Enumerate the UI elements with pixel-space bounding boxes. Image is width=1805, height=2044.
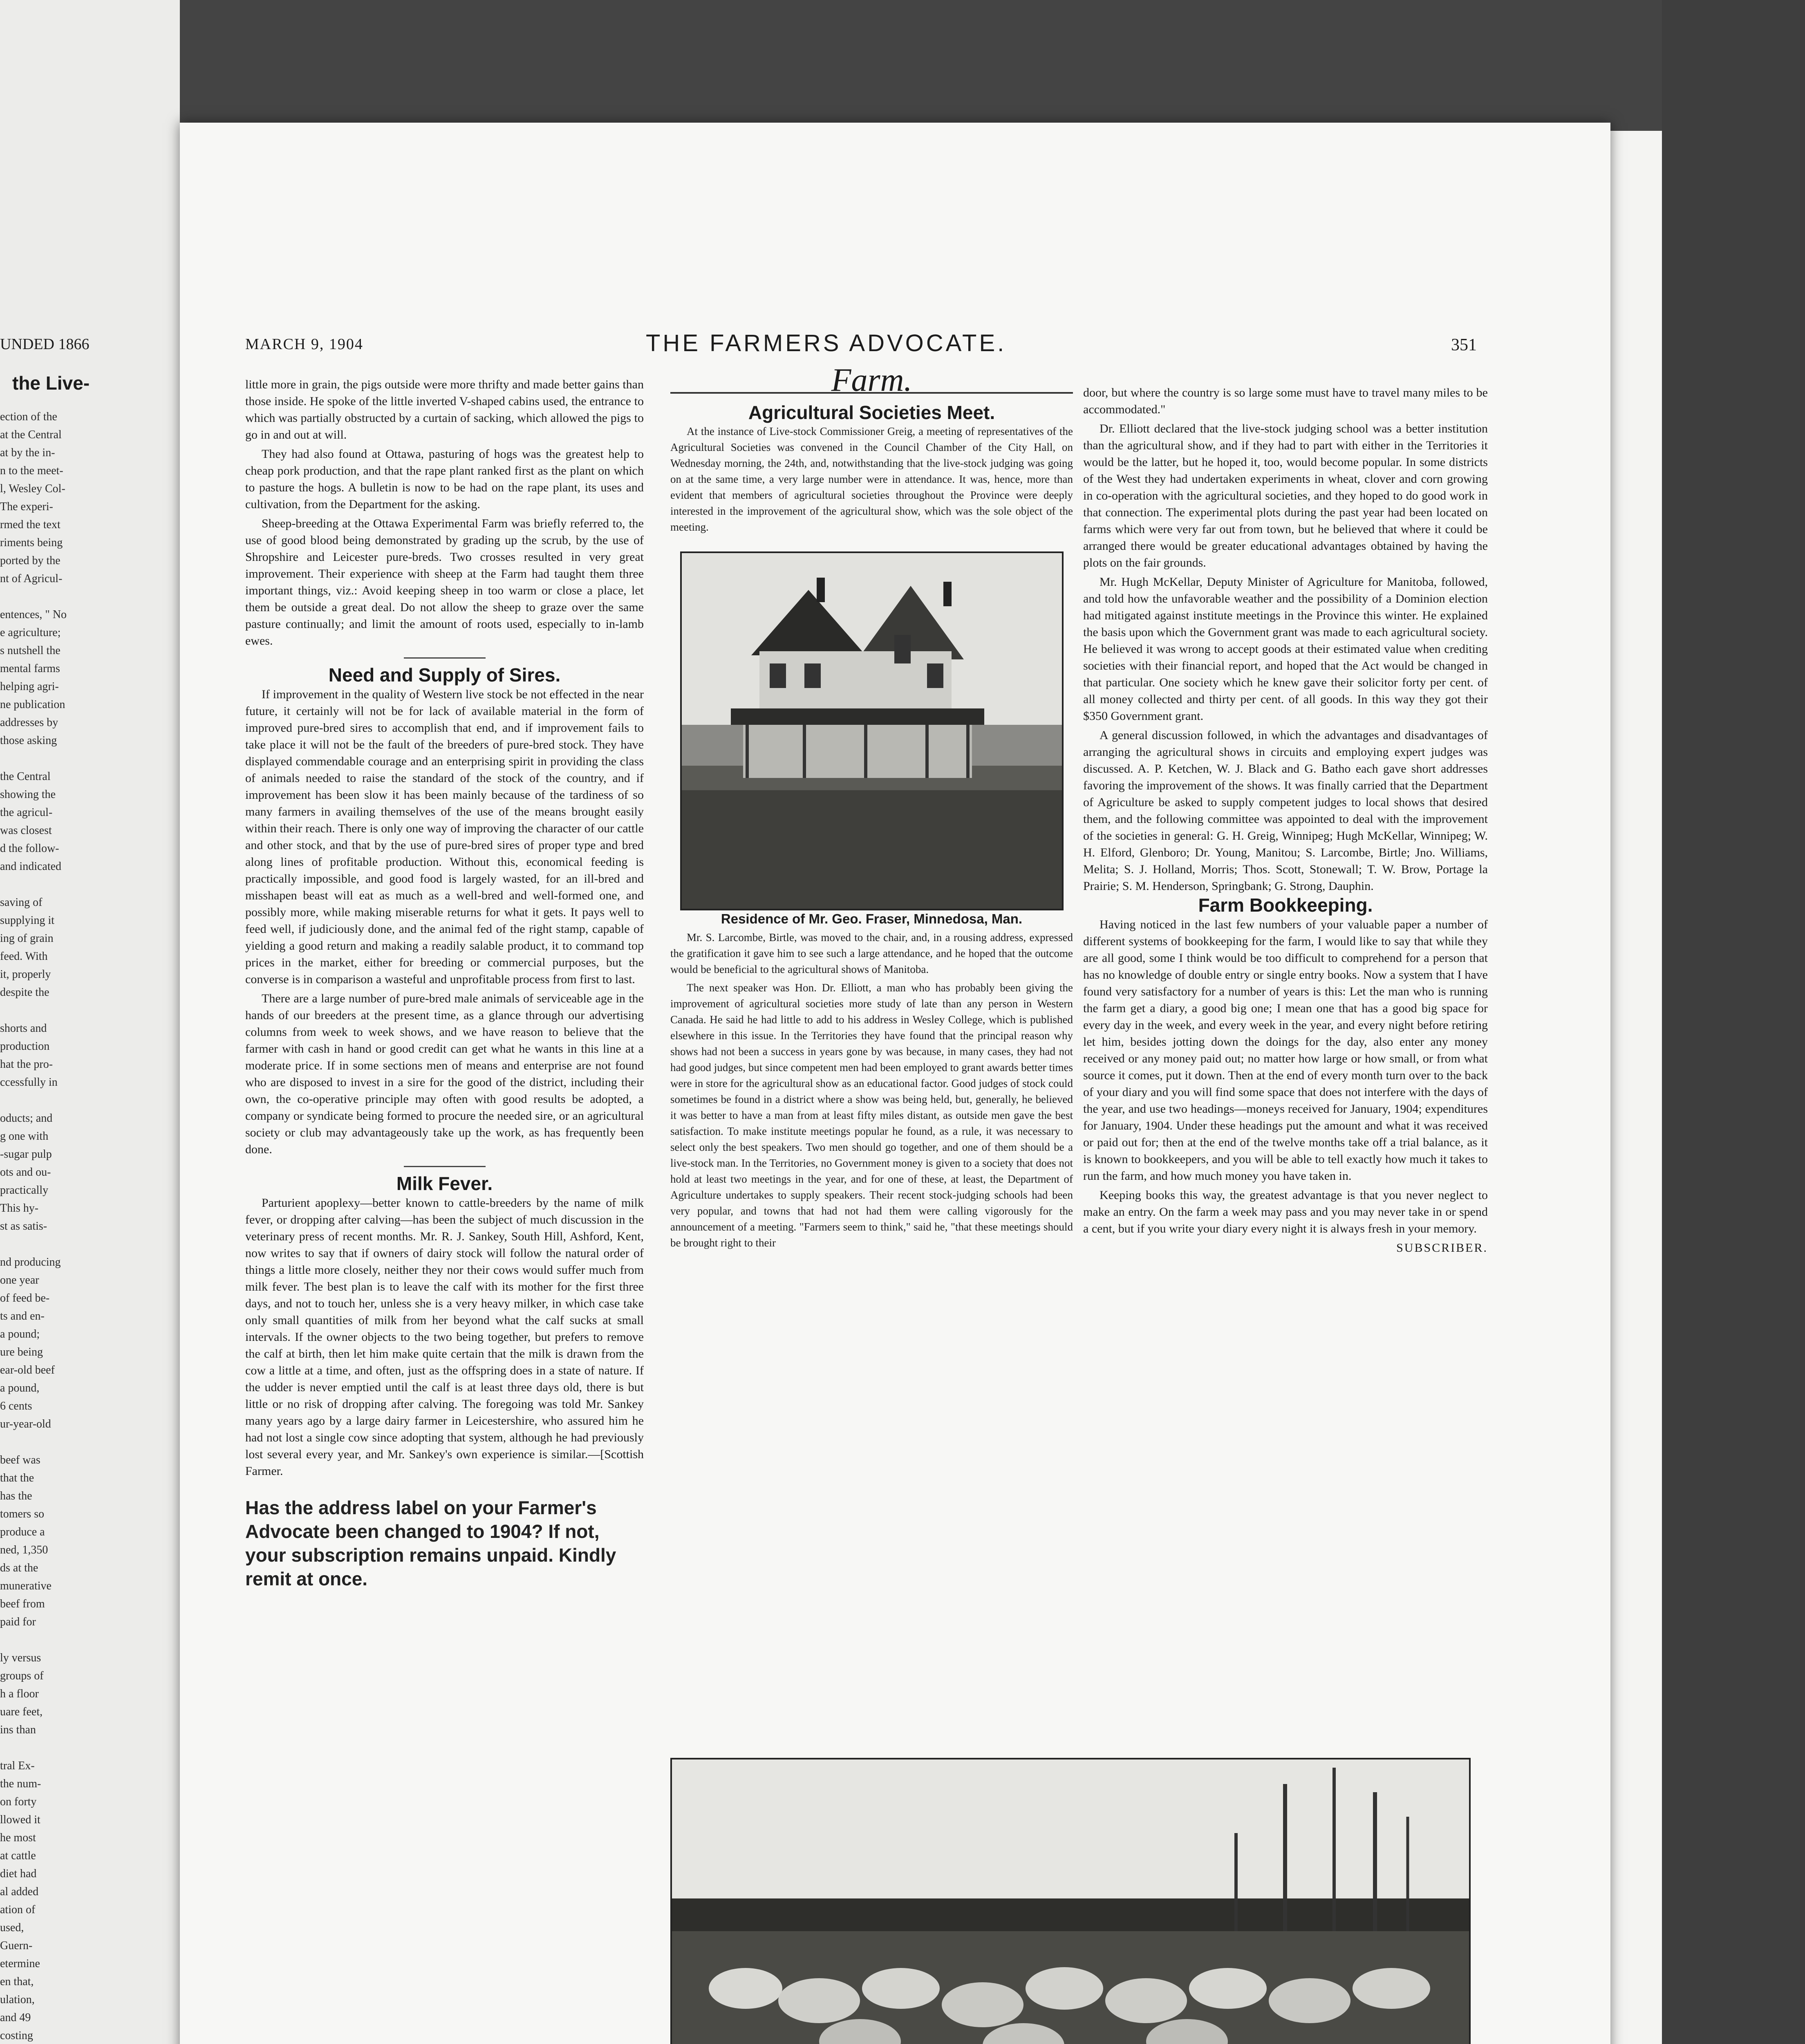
paragraph: If improvement in the quality of Western live stock be not effected in the near future, it certainly will not be for lack of available material in the form of improved pure-bred sires to accomplish that end, and if improvement fails to take place it will not be the fault of the breeders of pure-bred stock. They have displayed commendable courage and an enterprising spirit in providing the class of animals needed to raise the standard of the stock of the country, and if improvement has been slow it has been mainly because of the tardiness of so many farmers in availing themselves of the use of the means brought easily within their reach. There is only one way of improving the character of our cattle and other stock, and that by the use of pure-bred sires of proper type and bred along lines of profitable production. Without this, economical feeding is practically impossible, and good food is largely wasted, for an ill-bred and misshapen beast will eat as much as a well-bred and well-formed one, and possibly more, while making miserable returns for what it gets. It pays well to feed well, if judiciously done, and the animal fed of the right stamp, capable of yielding a good return and making a readily salable product, it to command top prices in the market, either for breeding or commercial purposes, but the converse is in comparison a wasteful and unprofitable process from first to last. xyxy=(245,688,644,986)
left-line: of feed be- xyxy=(0,1292,50,1304)
left-line: costing xyxy=(0,2029,33,2042)
paragraph: They had also found at Ottawa, pasturing of hogs was the greatest help to cheap pork production, and that the rape plant ranked first as the plant on which to pasture the hogs. A bulletin is now to be had on the rape plant, its uses and cultivation, from the Department for the asking. xyxy=(245,447,644,511)
left-line: production xyxy=(0,1040,50,1053)
left-line xyxy=(0,1632,168,1648)
left-line: d the follow- xyxy=(0,842,59,855)
left-line xyxy=(0,589,168,605)
left-line: on forty xyxy=(0,1795,37,1808)
left-line: and 49 xyxy=(0,2011,31,2024)
left-line: has the xyxy=(0,1490,32,1502)
left-line: ds at the xyxy=(0,1562,38,1574)
left-line: it, properly xyxy=(0,968,51,981)
left-line: munerative xyxy=(0,1580,52,1592)
left-line: ported by the xyxy=(0,554,60,567)
left-line: ur-year-old xyxy=(0,1418,51,1430)
left-line: st as satis- xyxy=(0,1220,47,1233)
paragraph: little more in grain, the pigs outside were more thrifty and made better gains than those inside. He spoke of the little inverted V-shaped cabins used, the entrance to which was partially obstructed by a curtain of sacking, which allowed the pigs to go in and out at will. xyxy=(245,378,644,442)
residence-photo xyxy=(680,551,1064,910)
left-page-title: the Live- xyxy=(12,372,90,394)
section-title-bookkeeping: Farm Bookkeeping. xyxy=(1198,894,1373,916)
left-line: ulation, xyxy=(0,1993,35,2006)
paragraph: Mr. Hugh McKellar, Deputy Minister of Agriculture for Manitoba, followed, and told how the unfavorable weather and the possibility of a Dominion election had mitigated against institute meetings in the Province this winter. He explained the basis upon which the Government grant was made to each agricultural society. He believed it was wrong to accept goods at their estimated value when crediting societies with their financial report, and hoped that the Act would be changed in that particular. One society which he knew gave their solicitor forty per cent. of all money collected and thirty per cent. of all goods. In this way they got their $350 Government grant. xyxy=(1083,575,1488,723)
left-line: diet had xyxy=(0,1867,37,1880)
sheep-pasture-illustration xyxy=(672,1759,1469,2044)
left-line: beef from xyxy=(0,1598,45,1610)
issue-date: MARCH 9, 1904 xyxy=(245,336,363,353)
photo-caption-residence: Residence of Mr. Geo. Fraser, Minnedosa, Man. xyxy=(721,911,1023,926)
left-line xyxy=(0,1236,168,1253)
left-line: ation of xyxy=(0,1903,36,1916)
left-line: produce a xyxy=(0,1526,45,1538)
left-line: tomers so xyxy=(0,1508,45,1520)
left-page-text xyxy=(0,409,168,2044)
left-line: addresses by xyxy=(0,716,58,729)
left-line: s nutshell the xyxy=(0,644,60,657)
masthead-title: THE FARMERS ADVOCATE. xyxy=(646,330,1007,356)
left-line: n to the meet- xyxy=(0,464,63,477)
left-line: mental farms xyxy=(0,662,60,675)
paragraph: Having noticed in the last few numbers of your valuable paper a number of different systems of bookkeeping for the farm, I would like to say that while they are all good, some I think would be too difficult to comprehend for a person that has no knowledge of double entry or single entry books. Now a system that I have found very satisfactory for a number of years is this: Let the man who is running the farm get a diary, a good big one; I mean one that has a good big space for every day in the week, and every week in the year, and every night before retiring let him, besides jotting down the doings for the day, also enter any money received or any money paid out; no matter how large or how small, or from what source it comes, put it down. Then at the end of every month turn over to the back of your diary and you will find some space that does not interfere with the days of the year, and use two headings—moneys received for January, 1904; expenditures for January, 1904. Under these headings put the amount and what it was received or paid out for; then at the end of the twelve months take off a trial balance, as it is known to bookkeepers, and you will be able to tell exactly how much it takes to run the farm, and how much money you have taken in. xyxy=(1083,918,1488,1183)
section-title-milk-fever: Milk Fever. xyxy=(396,1173,493,1194)
paragraph: Dr. Elliott declared that the live-stock judging school was a better institution than the agricultural show, and if they had to part with either in the Territories it would be the latter, but he hoped it, too, would become popular. In some districts of the West they had undertaken experiments in wheat, clover and corn growing in co-operation with the agricultural societies, and they hoped to do good work in that connection. The experimental plots during the past year had been located on farms which were very far out from town, but he believed that where it could be arranged there would be greater educational advantages obtained by having the plots on the fair grounds. xyxy=(1083,422,1488,569)
left-line: entences, " No xyxy=(0,608,67,621)
paragraph: A general discussion followed, in which the advantages and disadvantages of arranging the agricultural shows in circuits and employing expert judges was discussed. A. P. Ketchen, W. J. Black and G. Batho each gave short addresses favoring the improvement of the shows. It was finally carried that the Department of Agriculture be asked to supply competent judges to local shows that desired them, and the following committee was appointed to deal with the improvement of the societies in general: G. H. Greig, Winnipeg; Hugh McKellar, Winnipeg; W. H. Elford, Glenboro; Dr. Young, Manitou; S. Larcombe, Birtle; Jno. Williams, Melita; S. J. Holland, Morris; Thos. Scott, Stonewall; T. W. Brow, Portage la Prairie; S. M. Henderson, Springbank; G. Strong, Dauphin. xyxy=(1083,728,1488,893)
left-line: saving of xyxy=(0,896,43,909)
left-line: used, xyxy=(0,1921,24,1934)
house-illustration xyxy=(682,553,1062,909)
left-line: al added xyxy=(0,1885,39,1898)
paragraph: The next speaker was Hon. Dr. Elliott, a man who has probably been giving the improvement of agricultural societies more study of late than any person in Western Canada. He said he had little to add to his address in Wesley College, which is published elsewhere in this issue. In the Territories they have found that the principal reason why shows had not been a success in years gone by was because, in many cases, they had not had good judges, but since competent men had been employed to grant awards better times were in store for the agricultural show as an educational factor. Good judges of stock could sometimes be found in a district where a show was being held, but, generally, he believed it was better to have a man from at least fifty miles distant, as outside men gave the best satisfaction. To make institute meetings popular he found, as a rule, it was necessary to select only the best speakers. Two men should go together, and one of them should be a live-stock man. In the Territories, no Government money is given to a society that does not hold at least two meetings in the year, and for one of these, at least, the Department of Agriculture undertakes to supply speakers. Their recent stock-judging schools had been very popular, and towns that had not had them were calling vigorously for the announcement of a meeting. "Farmers seem to think," said he, "that these meetings should be brought right to their xyxy=(670,982,1073,1249)
left-line: at by the in- xyxy=(0,446,55,459)
signature: SUBSCRIBER. xyxy=(1396,1241,1488,1255)
subscription-notice: Has the address label on your Farmer's Advocate been changed to 1904? If not, your subscription remains unpaid. Kindly remit at once. xyxy=(245,1497,616,1589)
left-line: a pound, xyxy=(0,1382,40,1394)
left-line: at cattle xyxy=(0,1849,36,1862)
left-line: supplying it xyxy=(0,914,55,927)
scan-border-top xyxy=(180,0,1805,131)
left-line xyxy=(0,876,168,893)
left-line: at the Central xyxy=(0,428,62,441)
left-line: en that, xyxy=(0,1975,34,1988)
left-line: 6 cents xyxy=(0,1400,32,1412)
paragraph: At the instance of Live-stock Commissioner Greig, a meeting of representatives of the Agricultural Societies was convened in the Council Chamber of the City Hall, on Wednesday morning, the 24th, and, notwithstanding that the live-stock judging was going on at the same time, a very large number were in attendance. It was, hence, more than evident that members of agricultural societies throughout the Province were deeply interested in the improvement of the agricultural show, which was the sole object of the meeting. xyxy=(670,425,1073,533)
left-line: shorts and xyxy=(0,1022,47,1035)
left-line: the num- xyxy=(0,1777,41,1790)
left-line: helping agri- xyxy=(0,680,59,693)
left-line: and indicated xyxy=(0,860,62,873)
column-1 xyxy=(245,376,644,1591)
left-line: ots and ou- xyxy=(0,1166,51,1179)
left-line xyxy=(0,1434,168,1450)
section-title-sires: Need and Supply of Sires. xyxy=(328,664,561,686)
left-line: feed. With xyxy=(0,950,48,963)
left-line xyxy=(0,751,168,767)
left-line: nt of Agricul- xyxy=(0,572,63,585)
pasture-photo xyxy=(670,1758,1471,2044)
left-line: was closest xyxy=(0,824,52,837)
left-line: he most xyxy=(0,1831,36,1844)
page-number: 351 xyxy=(1451,336,1477,354)
left-line: ned, 1,350 xyxy=(0,1544,48,1556)
left-line: The experi- xyxy=(0,500,53,513)
left-line: h a floor xyxy=(0,1688,39,1700)
left-line: ing of grain xyxy=(0,932,54,945)
left-line: nd producing xyxy=(0,1256,61,1269)
left-line: showing the xyxy=(0,788,56,801)
left-line: etermine xyxy=(0,1957,40,1970)
left-line: the Central xyxy=(0,770,51,783)
left-line: -sugar pulp xyxy=(0,1148,52,1161)
left-line: the agricul- xyxy=(0,806,53,819)
scan-border-right xyxy=(1662,0,1805,2044)
left-line: llowed it xyxy=(0,1813,40,1826)
divider xyxy=(404,1166,486,1167)
left-line: that the xyxy=(0,1472,34,1484)
left-line: ccessfully in xyxy=(0,1076,58,1089)
left-line: paid for xyxy=(0,1616,36,1628)
left-line: uare feet, xyxy=(0,1706,43,1718)
left-line: ts and en- xyxy=(0,1310,45,1322)
department-title: Farm. xyxy=(831,362,912,398)
column-3 xyxy=(1083,384,1488,1259)
left-line: ure being xyxy=(0,1346,43,1358)
left-line: e agriculture; xyxy=(0,626,61,639)
left-line xyxy=(0,1092,168,1109)
left-line: Guern- xyxy=(0,1939,33,1952)
left-line: despite the xyxy=(0,986,49,999)
left-line: riments being xyxy=(0,536,63,549)
divider xyxy=(404,657,486,659)
left-line: one year xyxy=(0,1274,39,1286)
left-line: ne publication xyxy=(0,698,65,711)
section-title-societies: Agricultural Societies Meet. xyxy=(748,402,995,423)
left-line: groups of xyxy=(0,1670,44,1682)
paragraph: Sheep-breeding at the Ottawa Experimental Farm was briefly referred to, the use of good blood being demonstrated by grading up the scrub, by the use of Shropshire and Leicester pure-breds. Two crosses resulted in very great improvement. Their experience with sheep at the Farm had taught them three important things, viz.: Avoid keeping sheep in too warm or close a place, let them be outside a great deal. Do not allow the sheep to graze over the same pasture continually; and limit the amount of roots used, especially to in-lamb ewes. xyxy=(245,517,644,648)
left-line: oducts; and xyxy=(0,1112,53,1125)
left-line: a pound; xyxy=(0,1328,40,1340)
left-line: ins than xyxy=(0,1724,36,1736)
left-line: rmed the text xyxy=(0,518,60,531)
paragraph: Parturient apoplexy—better known to cattle-breeders by the name of milk fever, or dropping after calving—has been the subject of much discussion in the veterinary press of recent months. Mr. R. J. Sankey, South Hill, Ashford, Kent, now writes to say that if owners of dairy stock will follow the natural order of things a little more closely, neither they nor their cows would suffer much from milk fever. The best plan is to leave the calf with its mother for the first three days, and not to touch her, unless she is a very heavy milker, in which case take only small quantities of milk from her beyond what the calf sucks at small intervals. If the owner objects to the two being together, but prefers to remove the calf at birth, then let him make quite certain that the milk is drawn from the cow a little at a time, and often, just as the offspring does in a state of nature. If the udder is never emptied until the calf is at least three days old, there is but little or no risk of dropping after calving. The foregoing was told Mr. Sankey many years ago by a large dairy farmer in Leicestershire, who assured him he had not lost a single cow since adopting that system, although he had previously lost several every year, and Mr. Sankey's own experience is similar.—[Scottish Farmer. xyxy=(245,1196,644,1478)
paragraph: Keeping books this way, the greatest advantage is that you never neglect to make an entry. On the farm a week may pass and you may never take in or spend a cent, but if you write your diary every night it is always fresh in your memory. xyxy=(1083,1188,1488,1235)
paragraph: There are a large number of pure-bred male animals of serviceable age in the hands of our breeders at the present time, as a glance through our advertising columns from week to week shows, and we have reason to believe that the farmer with cash in hand or good credit can get what he wants in this line at a moderate price. If in some sections men of means and enterprise are not found who are disposed to invest in a sire for the good of the district, including their own, the co-operative principle may often with good results be adopted, a company or syndicate being formed to procure the needed sire, or an agricultural society or club may advantageously take up the work, as has frequently been done. xyxy=(245,992,644,1156)
column-2 xyxy=(670,362,1073,1253)
left-line: g one with xyxy=(0,1130,49,1143)
left-line: This hy- xyxy=(0,1202,39,1215)
left-line: beef was xyxy=(0,1454,40,1466)
left-line xyxy=(0,1740,168,1756)
left-line: l, Wesley Col- xyxy=(0,482,65,495)
paragraph: Mr. S. Larcombe, Birtle, was moved to the chair, and, in a rousing address, expressed the gratification it gave him to see such a large attendance, and he hoped that the outcome would be beneficial to the agricultural shows of Manitoba. xyxy=(670,931,1073,975)
left-page-header: UNDED 1866 xyxy=(0,336,90,353)
left-line: ly versus xyxy=(0,1652,41,1664)
left-line: hat the pro- xyxy=(0,1058,53,1071)
left-line: those asking xyxy=(0,734,57,747)
left-line xyxy=(0,1002,168,1019)
left-line: tral Ex- xyxy=(0,1759,35,1772)
paragraph: door, but where the country is so large some must have to travel many miles to be accommodated." xyxy=(1083,386,1488,416)
left-line: ection of the xyxy=(0,410,57,423)
left-line: ear-old beef xyxy=(0,1364,55,1376)
left-line: practically xyxy=(0,1184,49,1197)
